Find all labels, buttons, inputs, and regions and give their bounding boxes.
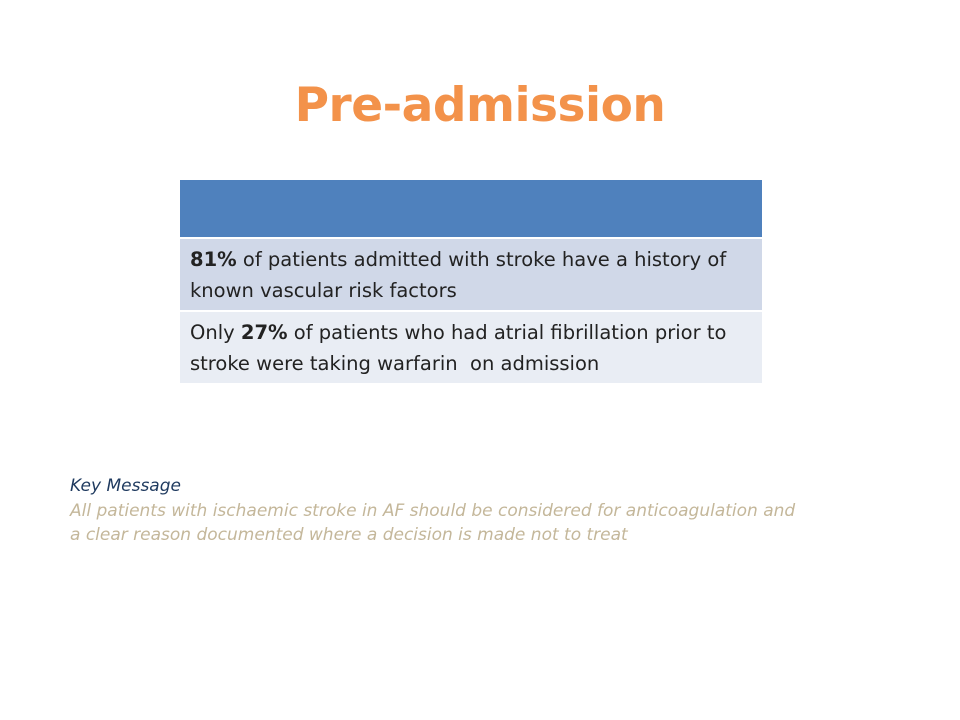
stats-table [180,180,762,383]
slide-title: Pre-admission [294,78,666,133]
table-row [180,239,762,312]
stat-text: of patients who had atrial fibrillation prior to stroke were taking warfarin on admission [190,321,733,375]
table-header-row [180,180,762,239]
stat-text: of patients admitted with stroke have a history of known vascular risk factors [190,248,727,302]
stat-prefix: Only [190,321,241,344]
key-message [70,474,810,548]
table-row [180,312,762,383]
stat-value: 81% [190,248,237,271]
key-message-title: Key Message [70,476,181,496]
stat-value: 27% [240,321,288,344]
key-message-body: All patients with ischaemic stroke in AF should be considered for anticoagulation and a clear reason documented where a decision is made not to treat [70,500,796,545]
